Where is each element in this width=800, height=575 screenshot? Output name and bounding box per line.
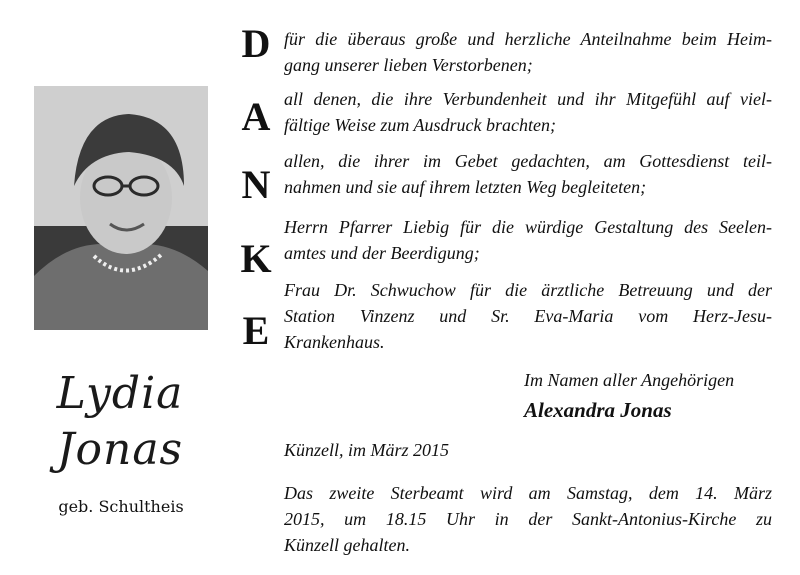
paragraph-line: Das zweite Sterbeamt wird am Samstag, dem 14. März [284, 483, 772, 503]
mass-notice [284, 480, 772, 558]
portrait-illustration [34, 86, 208, 330]
paragraph-line: all denen, die ihre Verbundenheit und ihr Mitgefühl auf viel- [284, 89, 772, 109]
paragraph-line: Krankenhaus. [284, 332, 385, 352]
danke-letter-n: N [241, 162, 271, 207]
paragraph-line: 2015, um 18.15 Uhr in der Sankt-Antonius-Kirche zu [284, 509, 772, 529]
thanks-paragraph-e [284, 277, 772, 355]
paragraph-line: Künzell gehalten. [284, 535, 410, 555]
thanks-paragraph-n [284, 148, 772, 200]
deceased-first-name: Lydia [56, 368, 184, 419]
portrait-photo [34, 86, 208, 330]
thanks-paragraph-a [284, 86, 772, 138]
paragraph-line: für die überaus große und herzliche Anteilnahme beim Heim- [284, 29, 772, 49]
paragraph-line: allen, die ihrer im Gebet gedachten, am Gottesdienst teil- [284, 151, 772, 171]
deceased-birth-name: geb. Schultheis [58, 497, 184, 516]
thanks-paragraph-k [284, 214, 772, 266]
paragraph-line: Station Vinzenz und Sr. Eva-Maria vom Herz-Jesu- [284, 306, 772, 326]
signature-name: Alexandra Jonas [524, 398, 672, 422]
thanks-paragraph-d [284, 26, 772, 78]
danke-letter-d: D [241, 21, 271, 66]
danke-letter-a: A [241, 94, 271, 139]
paragraph-line: amtes und der Beerdigung; [284, 243, 480, 263]
paragraph-line: gang unserer lieben Verstorbenen; [284, 55, 533, 75]
danke-letter-e: E [242, 308, 270, 353]
paragraph-line: Herrn Pfarrer Liebig für die würdige Gestaltung des Seelen- [284, 217, 772, 237]
paragraph-line: Frau Dr. Schwuchow für die ärztliche Betreuung und der [284, 280, 772, 300]
paragraph-line: nahmen und sie auf ihrem letzten Weg begleiteten; [284, 177, 647, 197]
place-date: Künzell, im März 2015 [284, 440, 450, 460]
signature-intro: Im Namen aller Angehörigen [524, 370, 735, 390]
paragraph-line: fältige Weise zum Ausdruck brachten; [284, 115, 556, 135]
deceased-last-name: Jonas [56, 424, 184, 475]
danke-letter-k: K [240, 236, 272, 281]
